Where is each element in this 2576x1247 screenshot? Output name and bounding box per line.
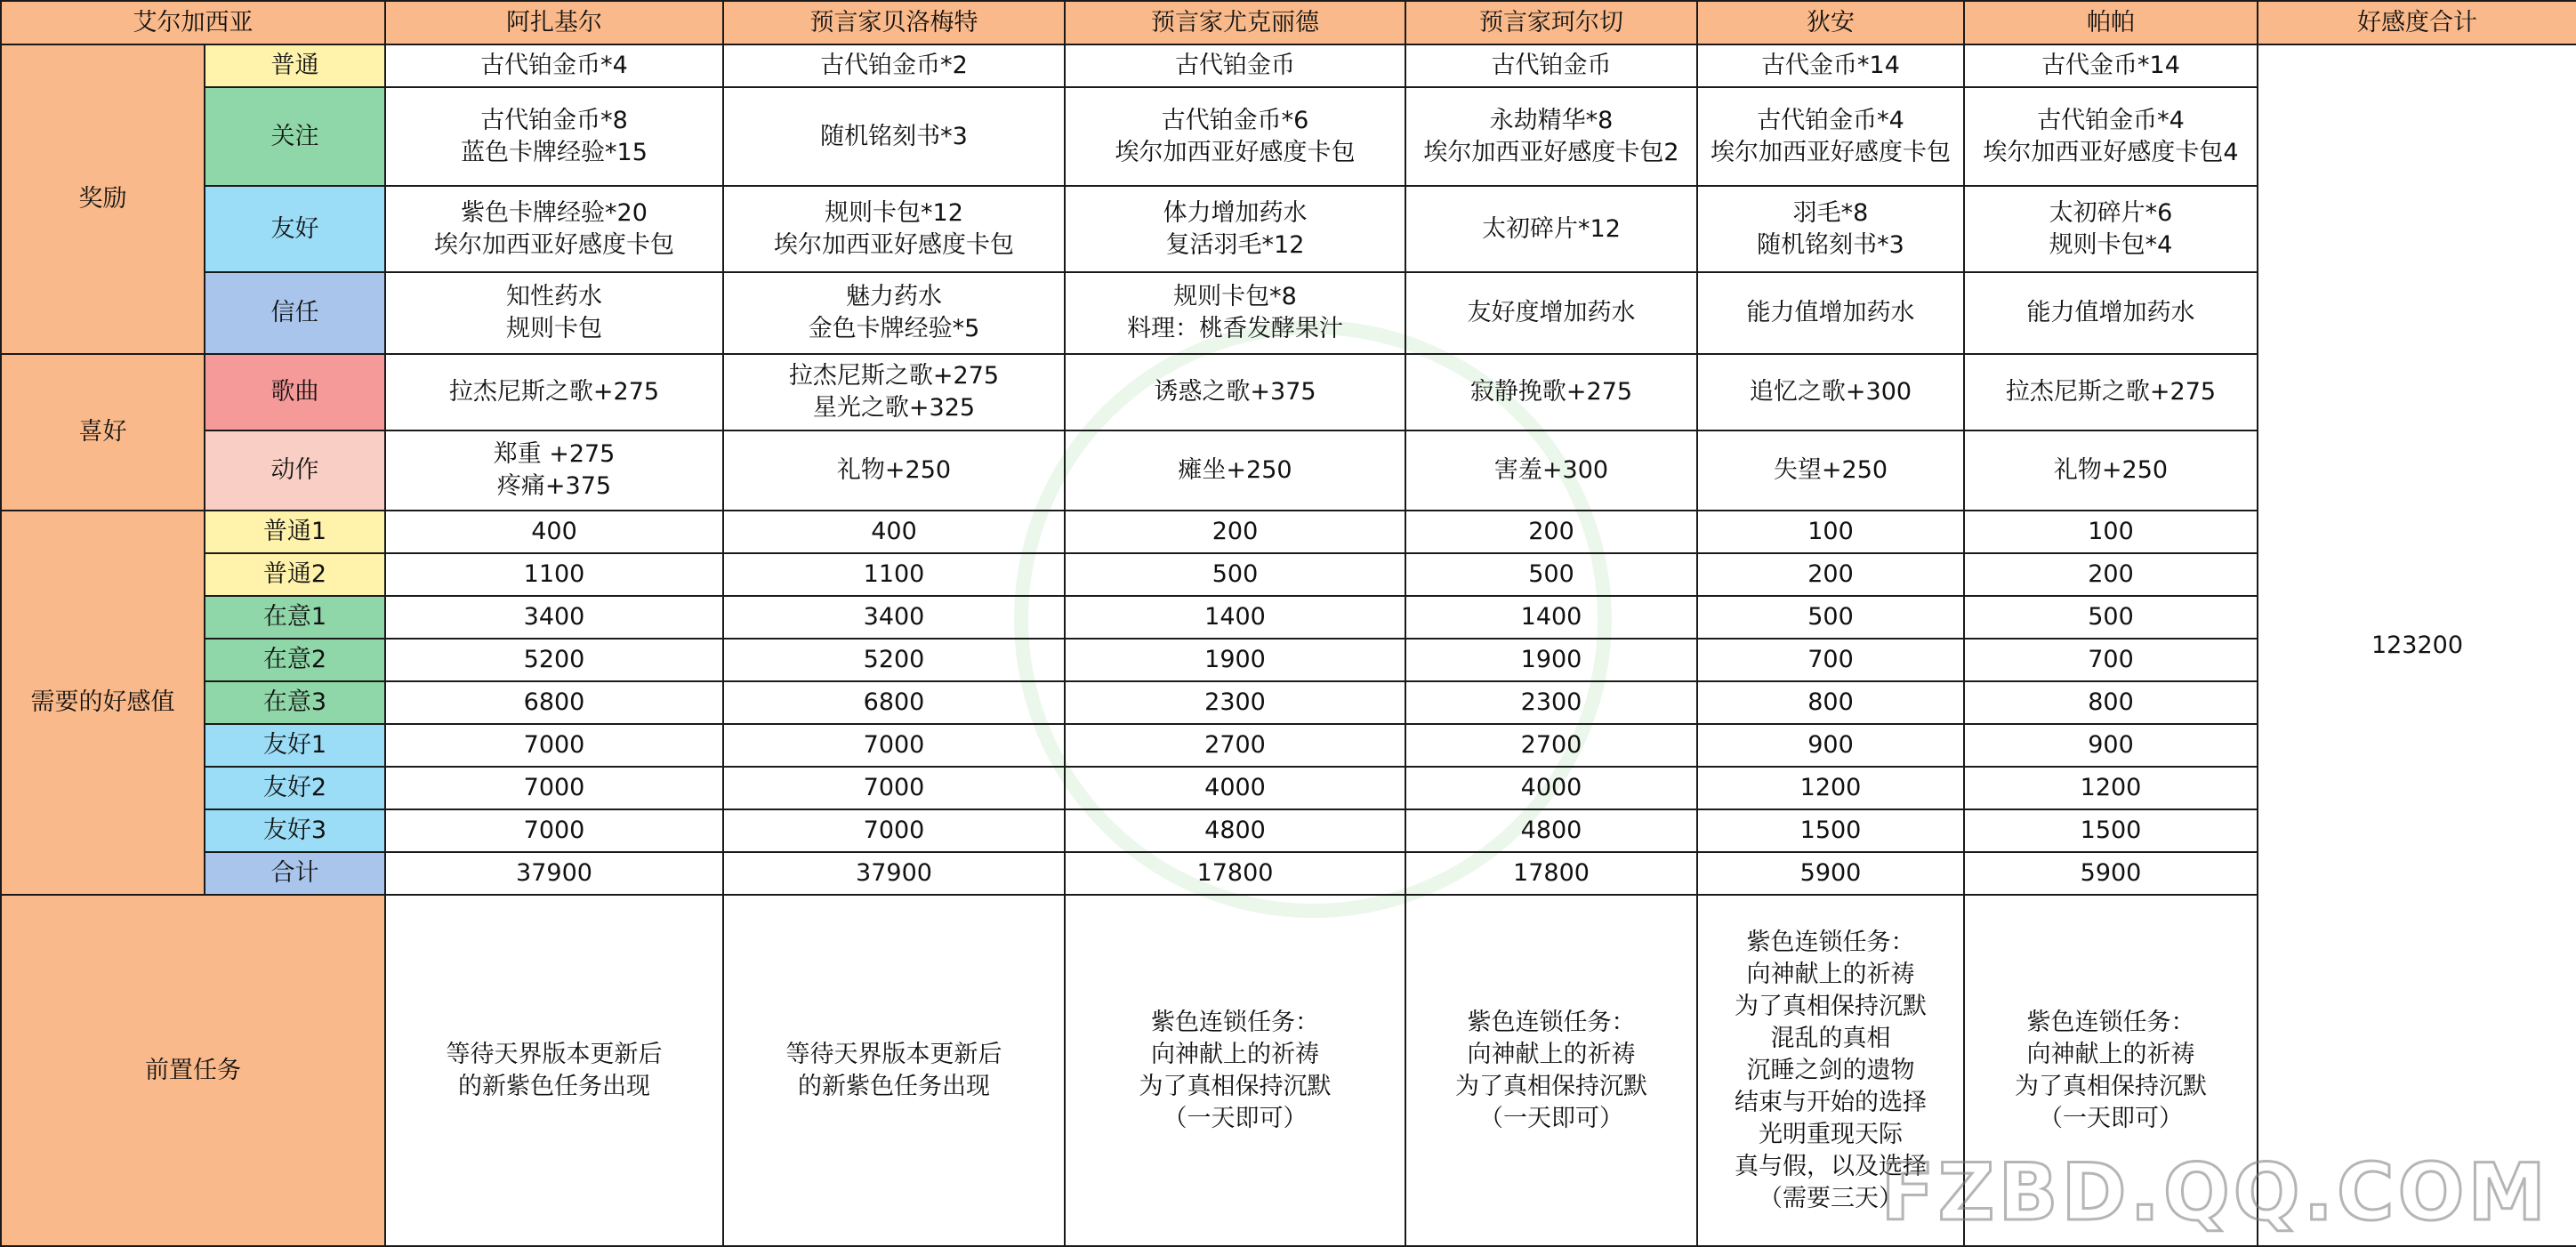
affinity-total: 123200	[2258, 44, 2576, 1246]
table-cell: 规则卡包*12 埃尔加西亚好感度卡包	[723, 186, 1065, 272]
table-cell: 500	[1964, 596, 2258, 639]
table-cell: 拉杰尼斯之歌+275 星光之歌+325	[723, 354, 1065, 430]
row-label: 普通1	[205, 511, 385, 553]
table-cell: 3400	[385, 596, 723, 639]
table-cell: 2300	[1065, 681, 1405, 724]
table-cell: 体力增加药水 复活羽毛*12	[1065, 186, 1405, 272]
table-cell: 2300	[1405, 681, 1697, 724]
row-label: 信任	[205, 272, 385, 354]
table-cell: 等待天界版本更新后 的新紫色任务出现	[723, 895, 1065, 1246]
table-cell: 古代金币*14	[1697, 44, 1964, 87]
table-cell: 1400	[1405, 596, 1697, 639]
table-cell: 古代铂金币*4 埃尔加西亚好感度卡包4	[1964, 87, 2258, 186]
table-cell: 5200	[723, 639, 1065, 681]
table-cell: 古代铂金币*2	[723, 44, 1065, 87]
table-cell: 1500	[1964, 809, 2258, 852]
character-header: 阿扎基尔	[385, 1, 723, 44]
table-cell: 6800	[723, 681, 1065, 724]
table-cell: 4000	[1405, 767, 1697, 809]
section-needed: 需要的好感值	[1, 511, 205, 895]
table-cell: 4000	[1065, 767, 1405, 809]
row-label: 普通2	[205, 553, 385, 596]
table-cell: 7000	[723, 767, 1065, 809]
table-cell: 诱惑之歌+375	[1065, 354, 1405, 430]
row-label: 友好2	[205, 767, 385, 809]
table-cell: 7000	[385, 724, 723, 767]
table-cell: 100	[1964, 511, 2258, 553]
table-cell: 500	[1697, 596, 1964, 639]
table-cell: 7000	[385, 767, 723, 809]
table-cell: 6800	[385, 681, 723, 724]
table-cell: 17800	[1405, 852, 1697, 895]
table-cell: 800	[1697, 681, 1964, 724]
character-header: 帕帕	[1964, 1, 2258, 44]
table-cell: 5900	[1964, 852, 2258, 895]
table-cell: 4800	[1405, 809, 1697, 852]
table-cell: 能力值增加药水	[1964, 272, 2258, 354]
table-cell: 紫色连锁任务： 向神献上的祈祷 为了真相保持沉默 （一天即可）	[1065, 895, 1405, 1246]
table-cell: 100	[1697, 511, 1964, 553]
row-label: 关注	[205, 87, 385, 186]
row-label: 歌曲	[205, 354, 385, 430]
row-label: 动作	[205, 430, 385, 511]
region-header: 艾尔加西亚	[1, 1, 385, 44]
table-cell: 37900	[723, 852, 1065, 895]
table-cell: 2700	[1065, 724, 1405, 767]
character-header: 预言家贝洛梅特	[723, 1, 1065, 44]
character-header: 预言家尤克丽德	[1065, 1, 1405, 44]
table-cell: 200	[1065, 511, 1405, 553]
table-cell: 1200	[1964, 767, 2258, 809]
table-cell: 太初碎片*12	[1405, 186, 1697, 272]
table-cell: 200	[1405, 511, 1697, 553]
table-cell: 1500	[1697, 809, 1964, 852]
table-cell: 紫色卡牌经验*20 埃尔加西亚好感度卡包	[385, 186, 723, 272]
table-cell: 永劫精华*8 埃尔加西亚好感度卡包2	[1405, 87, 1697, 186]
row-label: 友好	[205, 186, 385, 272]
table-cell: 1400	[1065, 596, 1405, 639]
table-cell: 800	[1964, 681, 2258, 724]
table-cell: 古代铂金币*4	[385, 44, 723, 87]
row-label: 合计	[205, 852, 385, 895]
table-cell: 随机铭刻书*3	[723, 87, 1065, 186]
table-cell: 7000	[385, 809, 723, 852]
table-cell: 500	[1065, 553, 1405, 596]
table-cell: 5900	[1697, 852, 1964, 895]
table-cell: 等待天界版本更新后 的新紫色任务出现	[385, 895, 723, 1246]
table-cell: 古代铂金币	[1065, 44, 1405, 87]
table-cell: 紫色连锁任务： 向神献上的祈祷 为了真相保持沉默 （一天即可）	[1964, 895, 2258, 1246]
table-cell: 2700	[1405, 724, 1697, 767]
table-cell: 700	[1964, 639, 2258, 681]
table-cell: 3400	[723, 596, 1065, 639]
character-header: 狄安	[1697, 1, 1964, 44]
table-cell: 1900	[1065, 639, 1405, 681]
table-cell: 200	[1964, 553, 2258, 596]
row-label: 在意3	[205, 681, 385, 724]
total-header: 好感度合计	[2258, 1, 2576, 44]
table-cell: 古代铂金币	[1405, 44, 1697, 87]
table-cell: 拉杰尼斯之歌+275	[1964, 354, 2258, 430]
section-likes: 喜好	[1, 354, 205, 511]
table-cell: 礼物+250	[1964, 430, 2258, 511]
row-label: 友好3	[205, 809, 385, 852]
table-cell: 200	[1697, 553, 1964, 596]
table-cell: 害羞+300	[1405, 430, 1697, 511]
table-cell: 7000	[723, 724, 1065, 767]
table-cell: 1100	[385, 553, 723, 596]
table-cell: 郑重 +275 疼痛+375	[385, 430, 723, 511]
table-cell: 17800	[1065, 852, 1405, 895]
table-cell: 追忆之歌+300	[1697, 354, 1964, 430]
table-cell: 古代铂金币*4 埃尔加西亚好感度卡包	[1697, 87, 1964, 186]
table-cell: 知性药水 规则卡包	[385, 272, 723, 354]
section-prereq: 前置任务	[1, 895, 385, 1246]
table-cell: 5200	[385, 639, 723, 681]
table-cell: 羽毛*8 随机铭刻书*3	[1697, 186, 1964, 272]
table-cell: 拉杰尼斯之歌+275	[385, 354, 723, 430]
table-cell: 900	[1964, 724, 2258, 767]
row-label: 友好1	[205, 724, 385, 767]
table-cell: 寂静挽歌+275	[1405, 354, 1697, 430]
table-cell: 37900	[385, 852, 723, 895]
table-cell: 太初碎片*6 规则卡包*4	[1964, 186, 2258, 272]
table-cell: 能力值增加药水	[1697, 272, 1964, 354]
section-rewards: 奖励	[1, 44, 205, 354]
character-header: 预言家珂尔切	[1405, 1, 1697, 44]
table-cell: 规则卡包*8 料理：桃香发酵果汁	[1065, 272, 1405, 354]
table-cell: 1200	[1697, 767, 1964, 809]
table-cell: 失望+250	[1697, 430, 1964, 511]
table-cell: 400	[385, 511, 723, 553]
table-cell: 礼物+250	[723, 430, 1065, 511]
table-cell: 紫色连锁任务： 向神献上的祈祷 为了真相保持沉默 混乱的真相 沉睡之剑的遗物 结束与开始的选择 光明重现天际 真与假，以及选择 （需要三天）	[1697, 895, 1964, 1246]
row-label: 在意1	[205, 596, 385, 639]
watermark-site: FZBD.QQ.COM	[1880, 1146, 2549, 1238]
table-cell: 紫色连锁任务： 向神献上的祈祷 为了真相保持沉默 （一天即可）	[1405, 895, 1697, 1246]
table-cell: 500	[1405, 553, 1697, 596]
table-cell: 400	[723, 511, 1065, 553]
table-cell: 友好度增加药水	[1405, 272, 1697, 354]
table-cell: 900	[1697, 724, 1964, 767]
table-cell: 1100	[723, 553, 1065, 596]
table-cell: 古代铂金币*6 埃尔加西亚好感度卡包	[1065, 87, 1405, 186]
table-cell: 古代金币*14	[1964, 44, 2258, 87]
row-label: 在意2	[205, 639, 385, 681]
table-cell: 1900	[1405, 639, 1697, 681]
table-cell: 古代铂金币*8 蓝色卡牌经验*15	[385, 87, 723, 186]
table-cell: 700	[1697, 639, 1964, 681]
table-cell: 4800	[1065, 809, 1405, 852]
table-cell: 7000	[723, 809, 1065, 852]
table-cell: 瘫坐+250	[1065, 430, 1405, 511]
row-label: 普通	[205, 44, 385, 87]
table-cell: 魅力药水 金色卡牌经验*5	[723, 272, 1065, 354]
